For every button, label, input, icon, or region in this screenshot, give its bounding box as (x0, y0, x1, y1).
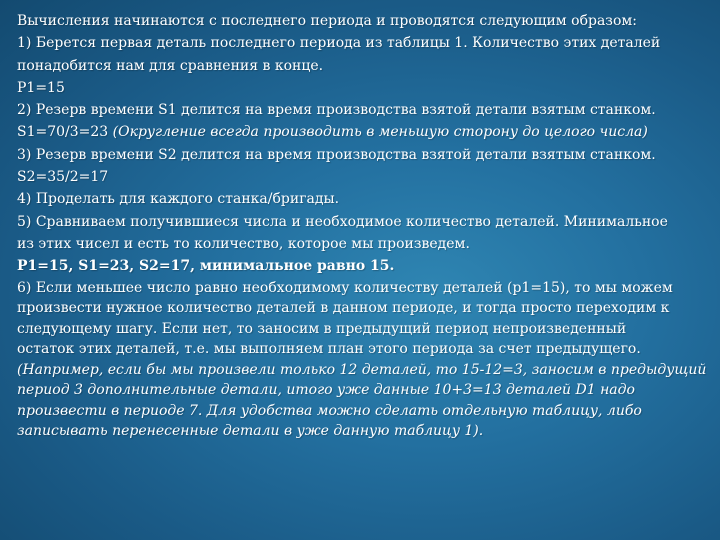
formula-s1: S1=70/3=23 (17, 124, 109, 141)
text-line: 3) Резерв времени S2 делится на время производства взятой детали взятым станком. (17, 146, 656, 163)
text-line: 2) Резерв времени S1 делится на время производства взятой детали взятым станком. (17, 102, 656, 119)
text-line: произвести нужное количество деталей в данном периоде, и тогда просто переходим к (17, 300, 670, 317)
text-line (17, 121, 707, 143)
text-line: следующему шагу. Если нет, то заносим в предыдущий период непроизведенный (17, 320, 627, 337)
text-line: из этих чисел и есть то количество, которое мы произведем. (17, 235, 470, 252)
text-line: понадобится нам для сравнения в конце. (17, 57, 324, 74)
summary-line: P1=15, S1=23, S2=17, минимальное равно 15. (17, 258, 395, 275)
text-line: P1=15 (17, 79, 65, 96)
text-line: Вычисления начинаются с последнего периода и проводятся следующим образом: (17, 13, 637, 29)
text-line: остаток этих деталей, т.е. мы выполняем план этого периода за счет предыдущего. (17, 341, 641, 358)
example-line: период 3 дополнительные детали, итого уже данные 10+3=13 деталей D1 надо (17, 382, 635, 399)
slide-text-body (17, 10, 707, 442)
text-line: S2=35/2=17 (17, 169, 109, 186)
text-line: 1) Берется первая деталь последнего периода из таблицы 1. Количество этих деталей (17, 35, 661, 52)
example-line: записывать перенесенные детали в уже данную таблицу 1). (17, 423, 484, 440)
text-line: 5) Сравниваем получившиеся числа и необходимое количество деталей. Минимальное (17, 213, 668, 230)
text-line: 6) Если меньшее число равно необходимому количеству деталей (p1=15), то мы можем (17, 279, 673, 296)
example-line: произвести в периоде 7. Для удобства можно сделать отдельную таблицу, либо (17, 402, 642, 419)
rounding-note: (Округление всегда производить в меньшую сторону до целого числа) (108, 124, 648, 141)
example-line: (Например, если бы мы произвели только 12 деталей, то 15-12=3, заносим в предыдущий (17, 361, 707, 378)
text-line: 4) Проделать для каждого станка/бригады. (17, 191, 340, 208)
